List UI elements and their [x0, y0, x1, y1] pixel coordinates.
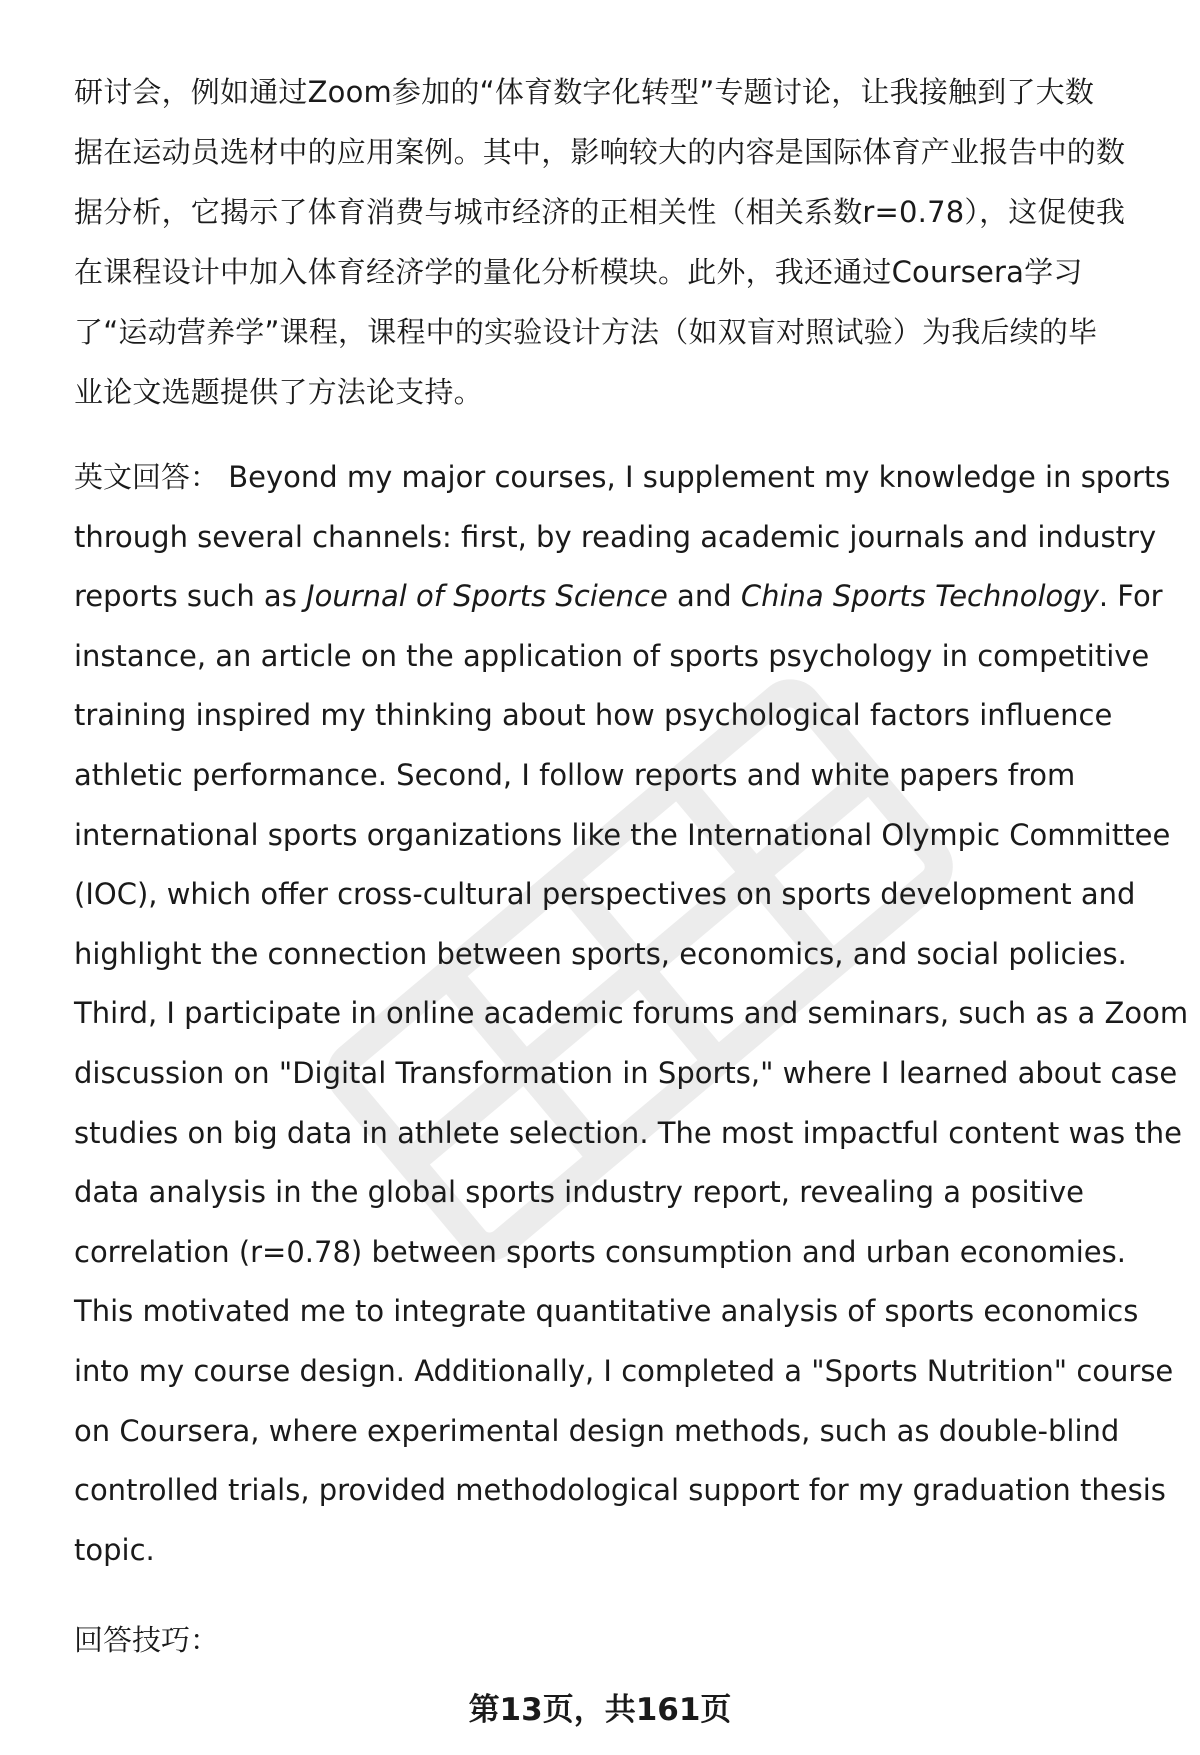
english-line: topic. [74, 1532, 155, 1567]
english-line-text: Beyond my major courses, I supplement my knowledge in sports [219, 460, 1171, 494]
english-line: This motivated me to integrate quantitative analysis of sports economics [74, 1294, 1139, 1329]
english-line [74, 567, 1164, 627]
english-line: training inspired my thinking about how psychological factors influence [74, 698, 1113, 733]
chinese-line: 在课程设计中加入体育经济学的量化分析模块。此外，我还通过Coursera学习 [74, 255, 1083, 289]
answer-tips-heading: 回答技巧： [74, 1623, 220, 1657]
english-line: studies on big data in athlete selection. The most impactful content was the [74, 1115, 1182, 1150]
english-answer-paragraph [74, 448, 1189, 1580]
english-line-text: . For [1098, 579, 1163, 614]
english-line: discussion on "Digital Transformation in Sports," where I learned about case [74, 1055, 1178, 1090]
chinese-line: 了“运动营养学”课程，课程中的实验设计方法（如双盲对照试验）为我后续的毕 [74, 315, 1098, 349]
english-answer-label: 英文回答： [74, 460, 220, 494]
english-line: controlled trials, provided methodological support for my graduation thesis [74, 1473, 1166, 1508]
english-line-text: reports such as [74, 579, 307, 614]
chinese-line: 据分析，它揭示了体育消费与城市经济的正相关性（相关系数r=0.78），这促使我 [74, 195, 1126, 229]
english-line: international sports organizations like the International Olympic Committee [74, 817, 1171, 852]
english-line: on Coursera, where experimental design methods, such as double-blind [74, 1413, 1120, 1448]
journal-title: China Sports Technology [740, 579, 1099, 614]
chinese-line: 研讨会，例如通过Zoom参加的“体育数字化转型”专题讨论，让我接触到了大数 [74, 75, 1095, 109]
page-number-footer: 第13页，共161页 [468, 1692, 732, 1728]
chinese-line: 据在运动员选材中的应用案例。其中，影响较大的内容是国际体育产业报告中的数 [74, 135, 1126, 169]
chinese-line: 业论文选题提供了方法论支持。 [74, 375, 483, 409]
english-line: into my course design. Additionally, I completed a "Sports Nutrition" course [74, 1353, 1174, 1388]
english-line: correlation (r=0.78) between sports consumption and urban economies. [74, 1234, 1126, 1269]
english-line-text: and [667, 579, 741, 614]
english-line: athletic performance. Second, I follow reports and white papers from [74, 757, 1076, 792]
chinese-paragraph [74, 62, 1154, 422]
english-line: Third, I participate in online academic forums and seminars, such as a Zoom [74, 996, 1189, 1031]
english-line: instance, an article on the application of sports psychology in competitive [74, 638, 1150, 673]
english-line: through several channels: first, by reading academic journals and industry [74, 519, 1157, 554]
english-line: data analysis in the global sports industry report, revealing a positive [74, 1175, 1084, 1210]
english-line: (IOC), which offer cross-cultural perspectives on sports development and [74, 877, 1136, 912]
journal-title: Journal of Sports Science [306, 579, 668, 614]
english-line [74, 448, 1171, 508]
english-line: highlight the connection between sports, economics, and social policies. [74, 936, 1127, 971]
